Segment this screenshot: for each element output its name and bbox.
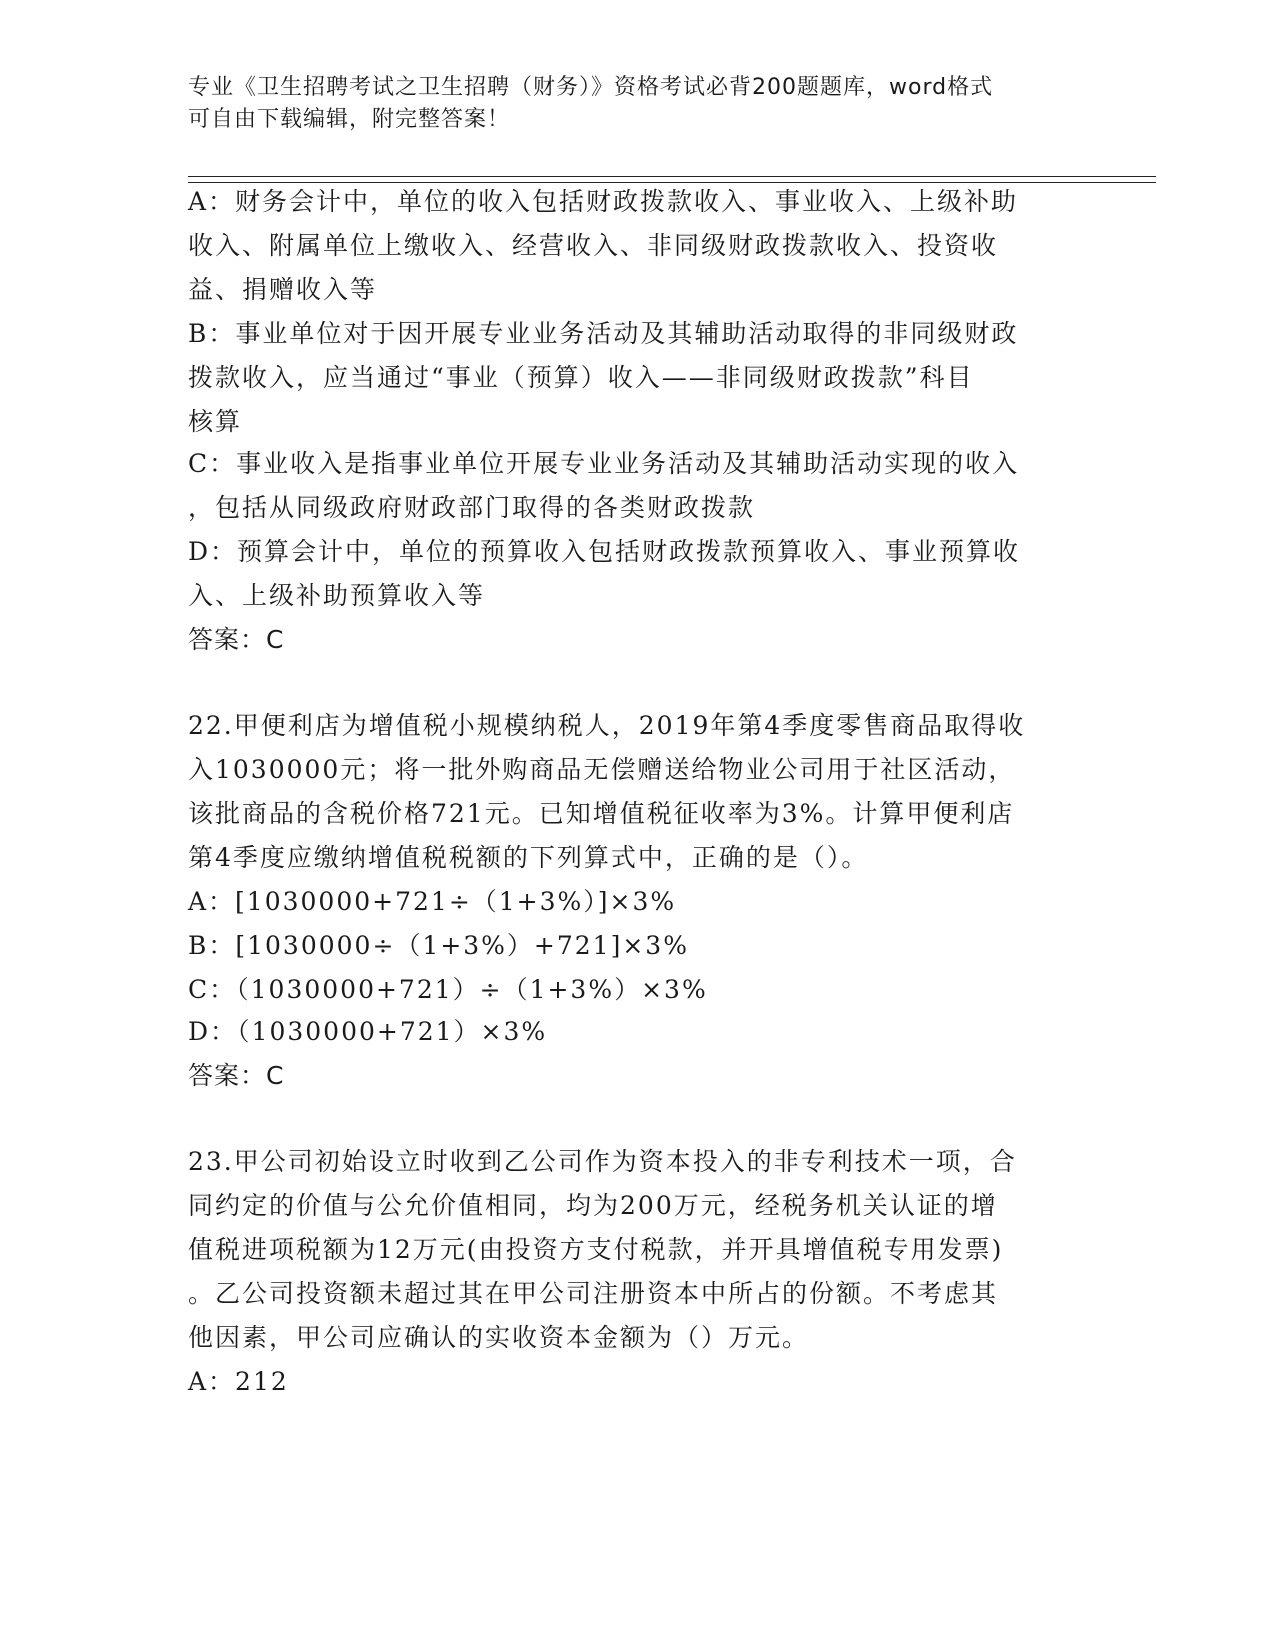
q21-option-c-line-1: C：事业收入是指事业单位开展专业业务活动及其辅助活动实现的收入 xyxy=(188,449,1020,478)
q22-answer: 答案：C xyxy=(188,1061,285,1090)
q21-option-b-line-1: B：事业单位对于因开展专业业务活动及其辅助活动取得的非同级财政 xyxy=(188,319,1019,348)
q22-stem-line-2: 入1030000元；将一批外购商品无偿赠送给物业公司用于社区活动， xyxy=(188,755,1016,784)
q21-option-b-line-2: 拨款收入，应当通过“事业（预算）收入——非同级财政拨款”科目 xyxy=(188,363,974,392)
q23-stem-line-1: 23.甲公司初始设立时收到乙公司作为资本投入的非专利技术一项，合 xyxy=(188,1147,1017,1176)
q21-option-b-line-3: 核算 xyxy=(188,407,243,436)
q22-option-b: B：[1030000÷（1+3%）+721]×3% xyxy=(188,931,689,960)
q22-stem-line-1: 22.甲便利店为增值税小规模纳税人，2019年第4季度零售商品取得收 xyxy=(188,711,1026,740)
q23-stem-line-2: 同约定的价值与公允价值相同，均为200万元，经税务机关认证的增 xyxy=(188,1191,998,1220)
q21-option-a-line-1: A：财务会计中，单位的收入包括财政拨款收入、事业收入、上级补助 xyxy=(188,187,1019,216)
q21-option-a-line-2: 收入、附属单位上缴收入、经营收入、非同级财政拨款收入、投资收 xyxy=(188,231,999,260)
q21-option-d-line-1: D：预算会计中，单位的预算收入包括财政拨款预算收入、事业预算收 xyxy=(188,537,1021,566)
header-divider-top xyxy=(188,176,1156,177)
q21-option-a-line-3: 益、捐赠收入等 xyxy=(188,275,378,304)
q22-option-a: A：[1030000+721÷（1+3%）]×3% xyxy=(188,887,677,916)
q22-option-c: C：（1030000+721）÷（1+3%）×3% xyxy=(188,975,708,1004)
q21-option-c-line-2: ，包括从同级政府财政部门取得的各类财政拨款 xyxy=(188,493,756,522)
header-line-2: 可自由下载编辑，附完整答案！ xyxy=(188,107,511,132)
q22-stem-line-4: 第4季度应缴纳增值税税额的下列算式中，正确的是（）。 xyxy=(188,843,869,872)
document-header xyxy=(188,72,1088,136)
q23-option-a: A：212 xyxy=(188,1367,289,1396)
q23-stem-line-4: 。乙公司投资额未超过其在甲公司注册资本中所占的份额。不考虑其 xyxy=(188,1279,999,1308)
q21-option-d-line-2: 入、上级补助预算收入等 xyxy=(188,581,486,610)
header-line-1: 专业《卫生招聘考试之卫生招聘（财务）》资格考试必背200题题库，word格式 xyxy=(188,75,994,100)
q23-stem-line-3: 值税进项税额为12万元(由投资方支付税款，并开具增值税专用发票) xyxy=(188,1235,1004,1264)
q22-stem-line-3: 该批商品的含税价格721元。已知增值税征收率为3%。计算甲便利店 xyxy=(188,799,1015,828)
q21-answer: 答案：C xyxy=(188,625,285,654)
q22-option-d: D：（1030000+721）×3% xyxy=(188,1017,548,1046)
q23-stem-line-5: 他因素，甲公司应确认的实收资本金额为（）万元。 xyxy=(188,1323,810,1352)
